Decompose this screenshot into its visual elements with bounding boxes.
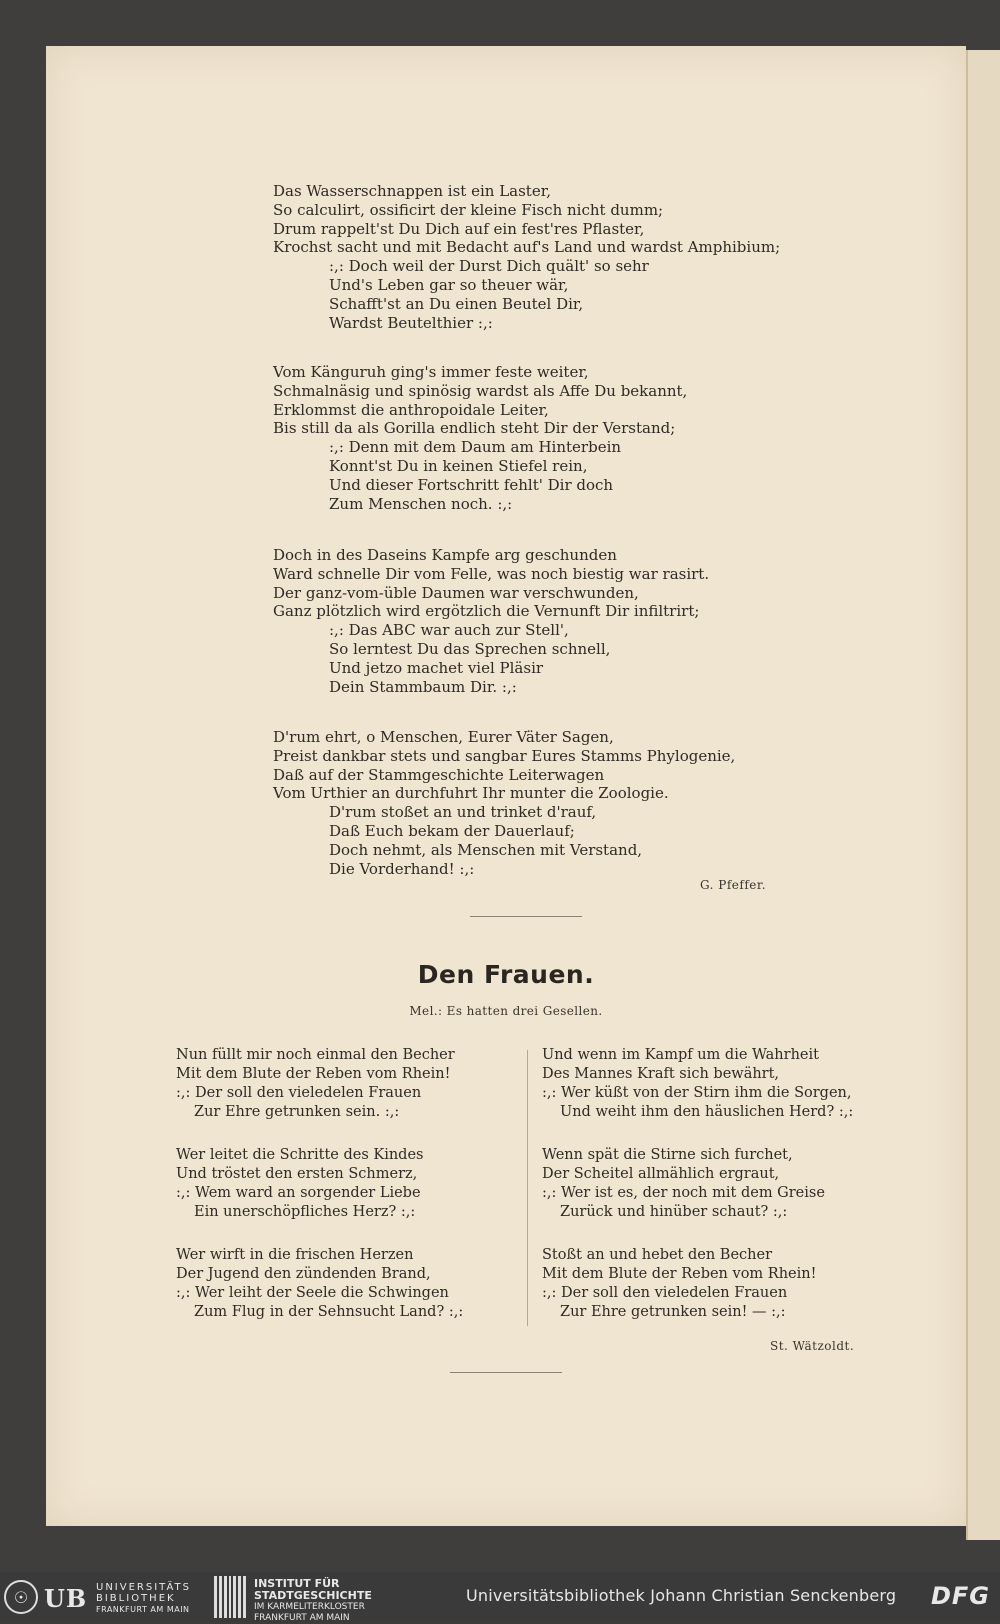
- poem-line: Und's Leben gar so theuer wär,: [329, 275, 569, 294]
- column-divider: [527, 1050, 528, 1326]
- ub-letters: UB: [44, 1584, 88, 1613]
- poem-line: Preist dankbar stets und sangbar Eures Stamms Phylogenie,: [273, 746, 736, 765]
- poem-line: :,: Wer ist es, der noch mit dem Greise: [542, 1185, 825, 1201]
- poem-line: Die Vorderhand! :,:: [329, 859, 475, 878]
- poem-line: Wardst Beutelthier :,:: [329, 313, 493, 332]
- poem-line: Krochst sacht und mit Bedacht auf's Land und wardst Amphibium;: [273, 238, 781, 257]
- poem-line: :,: Denn mit dem Daum am Hinterbein: [329, 438, 622, 457]
- poem-line: Doch in des Daseins Kampfe arg geschunden: [273, 546, 617, 564]
- poem2-melody: Mel.: Es hatten drei Gesellen.: [409, 1004, 603, 1018]
- poem-line: Zurück und hinüber schaut? :,:: [560, 1204, 788, 1220]
- poem1-stanza-4: [273, 728, 735, 878]
- poem-line: Zum Menschen noch. :,:: [329, 494, 513, 513]
- poem-line: Der ganz-vom-üble Daumen war verschwunden,: [273, 583, 639, 602]
- poem-line: Zum Flug in der Sehnsucht Land? :,:: [194, 1304, 464, 1320]
- isg-line-4: FRANKFURT AM MAIN: [254, 1613, 350, 1623]
- poem-line: Ward schnelle Dir vom Felle, was noch biestig war rasirt.: [273, 564, 710, 583]
- ub-line-1: UNIVERSITÄTS: [96, 1582, 192, 1593]
- poem-line: :,: Wer küßt von der Stirn ihm die Sorgen,: [542, 1085, 852, 1101]
- poem-line: Schafft'st an Du einen Beutel Dir,: [329, 294, 584, 313]
- poem-line: Und jetzo machet viel Pläsir: [329, 658, 544, 677]
- poem-line: So lerntest Du das Sprechen schnell,: [329, 639, 611, 658]
- poem-line: Des Mannes Kraft sich bewährt,: [542, 1066, 780, 1082]
- poem-line: Mit dem Blute der Reben vom Rhein!: [542, 1266, 817, 1282]
- poem-line: :,: Der soll den vieledelen Frauen: [176, 1085, 422, 1101]
- ub-logo[interactable]: [4, 1578, 204, 1616]
- poem-line: Wer leitet die Schritte des Kindes: [176, 1147, 424, 1163]
- poem-line: Dein Stammbaum Dir. :,:: [329, 677, 517, 696]
- poem2-title: Den Frauen.: [417, 960, 595, 989]
- poem2-right-stanza-2: [542, 1146, 825, 1222]
- poem-line: :,: Doch weil der Durst Dich quält' so sehr: [329, 257, 649, 276]
- poem-line: :,: Wem ward an sorgender Liebe: [176, 1185, 421, 1201]
- poem-line: Stoßt an und hebet den Becher: [542, 1247, 773, 1263]
- poem-line: Daß auf der Stammgeschichte Leiterwagen: [273, 765, 605, 784]
- poem1-stanza-1: [273, 182, 780, 332]
- ub-seal-icon: ☉: [4, 1580, 38, 1614]
- poem2-right-stanza-1: [542, 1046, 853, 1122]
- poem-line: :,: Wer leiht der Seele die Schwingen: [176, 1285, 449, 1301]
- poem-line: Wer wirft in die frischen Herzen: [176, 1247, 414, 1263]
- document-page: [46, 46, 966, 1526]
- poem-line: Schmalnäsig und spinösig wardst als Affe Du bekannt,: [273, 381, 688, 400]
- ub-text: [96, 1582, 191, 1615]
- isg-text: [254, 1578, 372, 1624]
- dfg-logo[interactable]: DFG: [930, 1582, 990, 1610]
- isg-line-3: IM KARMELITERKLOSTER: [254, 1602, 365, 1612]
- end-divider: [450, 1372, 562, 1373]
- ub-line-2: BIBLIOTHEK: [96, 1593, 176, 1604]
- poem-line: Erklommst die anthropoidale Leiter,: [273, 400, 549, 419]
- poem-line: Vom Urthier an durchfuhrt Ihr munter die Zoologie.: [273, 784, 669, 803]
- poem-line: Drum rappelt'st Du Dich auf ein fest'res Pflaster,: [273, 219, 645, 238]
- library-name: Universitätsbibliothek Johann Christian Senckenberg: [466, 1586, 897, 1605]
- poem-line: Ganz plötzlich wird ergötzlich die Vernunft Dir infiltrirt;: [273, 602, 700, 621]
- poem-line: So calculirt, ossificirt der kleine Fisch nicht dumm;: [273, 200, 664, 219]
- poem-line: D'rum stoßet an und trinket d'rauf,: [329, 803, 597, 822]
- poem-line: Ein unerschöpfliches Herz? :,:: [194, 1204, 416, 1220]
- columns-icon: [214, 1576, 246, 1618]
- poem2-left-stanza-1: [176, 1046, 455, 1122]
- poem-line: Doch nehmt, als Menschen mit Verstand,: [329, 840, 643, 859]
- isg-logo[interactable]: [214, 1576, 394, 1623]
- poem-line: Und wenn im Kampf um die Wahrheit: [542, 1047, 819, 1063]
- section-divider: [470, 916, 582, 917]
- poem-line: Nun füllt mir noch einmal den Becher: [176, 1047, 455, 1063]
- poem-line: Der Scheitel allmählich ergraut,: [542, 1166, 780, 1182]
- poem1-stanza-2: [273, 363, 687, 513]
- poem1-author: G. Pfeffer.: [700, 878, 767, 892]
- isg-line-1: INSTITUT FÜR: [254, 1577, 340, 1590]
- poem-line: Und tröstet den ersten Schmerz,: [176, 1166, 418, 1182]
- poem-line: :,: Das ABC war auch zur Stell',: [329, 621, 569, 640]
- isg-line-2: STADTGESCHICHTE: [254, 1589, 372, 1602]
- poem2-left-stanza-2: [176, 1146, 423, 1222]
- poem-line: Konnt'st Du in keinen Stiefel rein,: [329, 456, 588, 475]
- poem2-left-stanza-3: [176, 1246, 463, 1322]
- poem2-author: St. Wätzoldt.: [770, 1339, 855, 1353]
- poem-line: Wenn spät die Stirne sich furchet,: [542, 1147, 793, 1163]
- poem-line: Das Wasserschnappen ist ein Laster,: [273, 182, 551, 200]
- poem2-right-stanza-3: [542, 1246, 816, 1322]
- poem-line: Bis still da als Gorilla endlich steht Dir der Verstand;: [273, 419, 676, 438]
- poem-line: Zur Ehre getrunken sein! — :,:: [560, 1304, 786, 1320]
- poem-line: Vom Känguruh ging's immer feste weiter,: [273, 363, 589, 381]
- poem-line: Daß Euch bekam der Dauerlauf;: [329, 821, 575, 840]
- viewer-footer: [0, 1572, 1000, 1622]
- poem-line: D'rum ehrt, o Menschen, Eurer Väter Sagen,: [273, 728, 614, 746]
- poem-line: Der Jugend den zündenden Brand,: [176, 1266, 431, 1282]
- poem-line: Und weiht ihm den häuslichen Herd? :,:: [560, 1104, 854, 1120]
- ub-line-3: FRANKFURT AM MAIN: [96, 1605, 190, 1614]
- poem-line: Zur Ehre getrunken sein. :,:: [194, 1104, 400, 1120]
- poem-line: Und dieser Fortschritt fehlt' Dir doch: [329, 475, 614, 494]
- adjacent-page-edge: [966, 50, 1000, 1540]
- poem-line: :,: Der soll den vieledelen Frauen: [542, 1285, 788, 1301]
- poem1-stanza-3: [273, 546, 709, 696]
- poem-line: Mit dem Blute der Reben vom Rhein!: [176, 1066, 451, 1082]
